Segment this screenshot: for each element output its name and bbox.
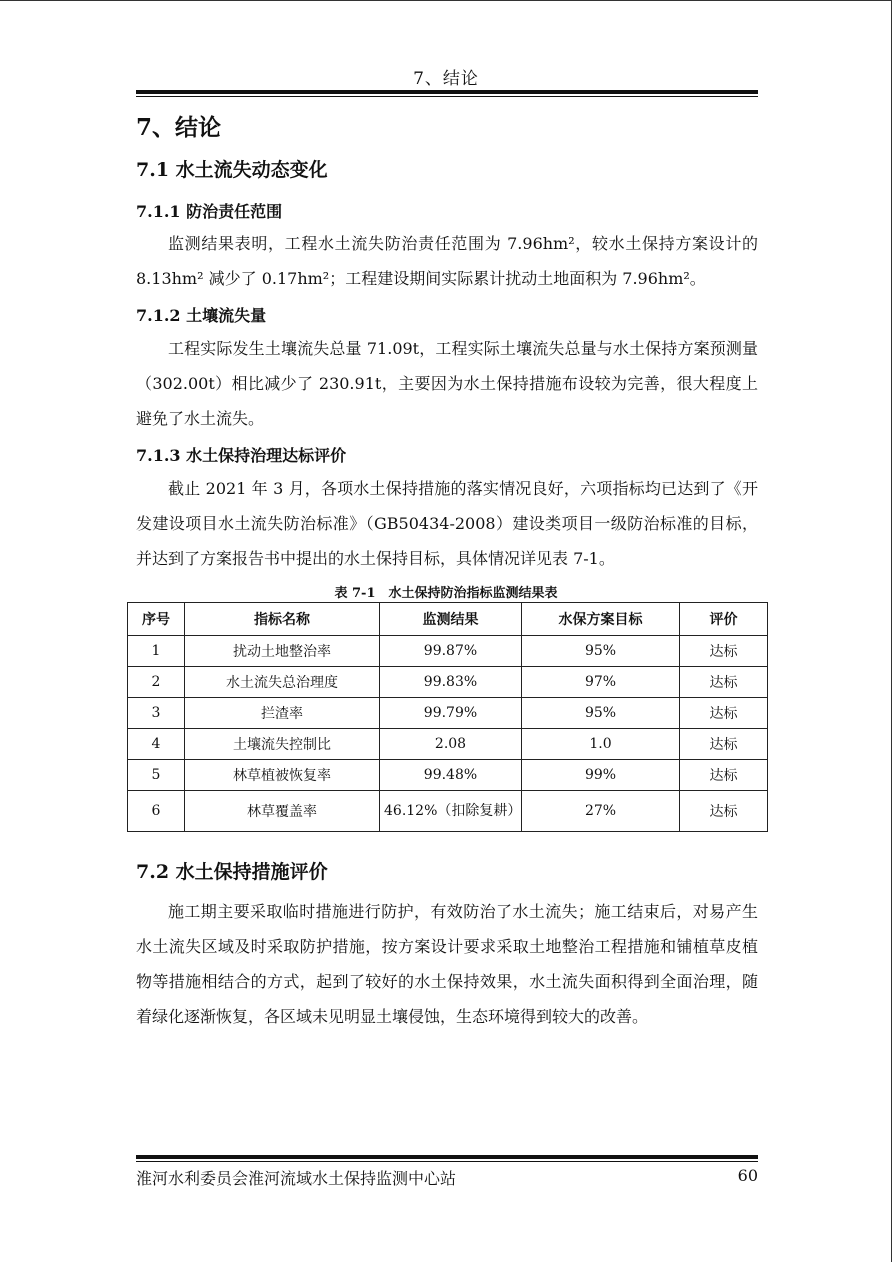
- running-header: 7、结论: [413, 69, 479, 89]
- table-cell: 水土流失总治理度: [185, 667, 380, 698]
- header-cell: 序号: [128, 603, 185, 636]
- table-cell: 4: [128, 729, 185, 760]
- table-cell: 27%: [522, 791, 680, 832]
- header-cell: 水保方案目标: [522, 603, 680, 636]
- section-7-1-1-title: 7.1.1 防治责任范围: [136, 202, 283, 221]
- header-rule-thin: [136, 96, 758, 97]
- indicator-table: [127, 602, 768, 832]
- table-cell: 5: [128, 760, 185, 791]
- table-row: [128, 636, 768, 667]
- table-cell: 3: [128, 698, 185, 729]
- table-cell: 扰动土地整治率: [185, 636, 380, 667]
- table-cell: 99.79%: [380, 698, 522, 729]
- table-cell: 1.0: [522, 729, 680, 760]
- table-cell: 2: [128, 667, 185, 698]
- page-number: 60: [737, 1166, 758, 1185]
- section-7-1-1-text: 监测结果表明，工程水土流失防治责任范围为 7.96hm²，较水土保持方案设计的 8.13hm² 减少了 0.17hm²；工程建设期间实际累计扰动土地面积为 7.96hm²。: [136, 234, 758, 288]
- footer-rule-thick: [136, 1155, 758, 1159]
- table-cell: 达标: [680, 636, 768, 667]
- table-cell: 土壤流失控制比: [185, 729, 380, 760]
- table-cell: 拦渣率: [185, 698, 380, 729]
- table-cell: 林草植被恢复率: [185, 760, 380, 791]
- table-cell: 95%: [522, 636, 680, 667]
- chapter-title: 7、结论: [136, 114, 222, 141]
- table-cell: 95%: [522, 698, 680, 729]
- table-cell: 6: [128, 791, 185, 832]
- table-row: [128, 667, 768, 698]
- header-cell: 监测结果: [380, 603, 522, 636]
- table-cell: 2.08: [380, 729, 522, 760]
- section-7-1-3-title: 7.1.3 水土保持治理达标评价: [136, 446, 347, 465]
- table-caption: 表 7-1 水土保持防治指标监测结果表: [334, 586, 558, 601]
- header-rule-thick: [136, 90, 758, 94]
- table-cell: 达标: [680, 698, 768, 729]
- table-cell: 1: [128, 636, 185, 667]
- footer-organization: 淮河水利委员会淮河流域水土保持监测中心站: [136, 1169, 457, 1188]
- table-cell: 达标: [680, 667, 768, 698]
- table-row: [128, 729, 768, 760]
- table-cell: 达标: [680, 760, 768, 791]
- table-cell: 99.48%: [380, 760, 522, 791]
- section-7-1-2-title: 7.1.2 土壤流失量: [136, 306, 267, 325]
- section-7-1-3-text: 截止 2021 年 3 月，各项水土保持措施的落实情况良好，六项指标均已达到了《开发建设项目水土流失防治标准》（GB50434-2008）建设类项目一级防治标准的目标，并达到了方案报告书中提出的水土保持目标，具体情况详见表 7-1。: [136, 479, 758, 568]
- table-cell: 达标: [680, 729, 768, 760]
- table-cell: 99.83%: [380, 667, 522, 698]
- table-cell: 达标: [680, 791, 768, 832]
- section-7-1-2-text: 工程实际发生土壤流失总量 71.09t，工程实际土壤流失总量与水土保持方案预测量（302.00t）相比减少了 230.91t，主要因为水土保持措施布设较为完善，很大程度上避免了水土流失。: [136, 339, 758, 428]
- section-7-2-title: 7.2 水土保持措施评价: [136, 861, 328, 883]
- section-7-2-text: 施工期主要采取临时措施进行防护，有效防治了水土流失；施工结束后，对易产生水土流失区域及时采取防护措施，按方案设计要求采取土地整治工程措施和铺植草皮植物等措施相结合的方式，起到了较好的水土保持效果，水土流失面积得到全面治理，随着绿化逐渐恢复，各区域未见明显土壤侵蚀，生态环境得到较大的改善。: [136, 902, 758, 1026]
- table-cell: 林草覆盖率: [185, 791, 380, 832]
- table-cell: 97%: [522, 667, 680, 698]
- table-cell: 46.12%（扣除复耕）: [380, 791, 522, 832]
- header-cell: 指标名称: [185, 603, 380, 636]
- table-row: [128, 760, 768, 791]
- table-cell: 99%: [522, 760, 680, 791]
- section-7-1-title: 7.1 水土流失动态变化: [136, 159, 328, 181]
- footer-rule-thin: [136, 1161, 758, 1162]
- table-row: [128, 791, 768, 832]
- header-cell: 评价: [680, 603, 768, 636]
- page-border-top: [0, 0, 892, 1]
- table-cell: 99.87%: [380, 636, 522, 667]
- table-row: [128, 698, 768, 729]
- table-header-row: [128, 603, 768, 636]
